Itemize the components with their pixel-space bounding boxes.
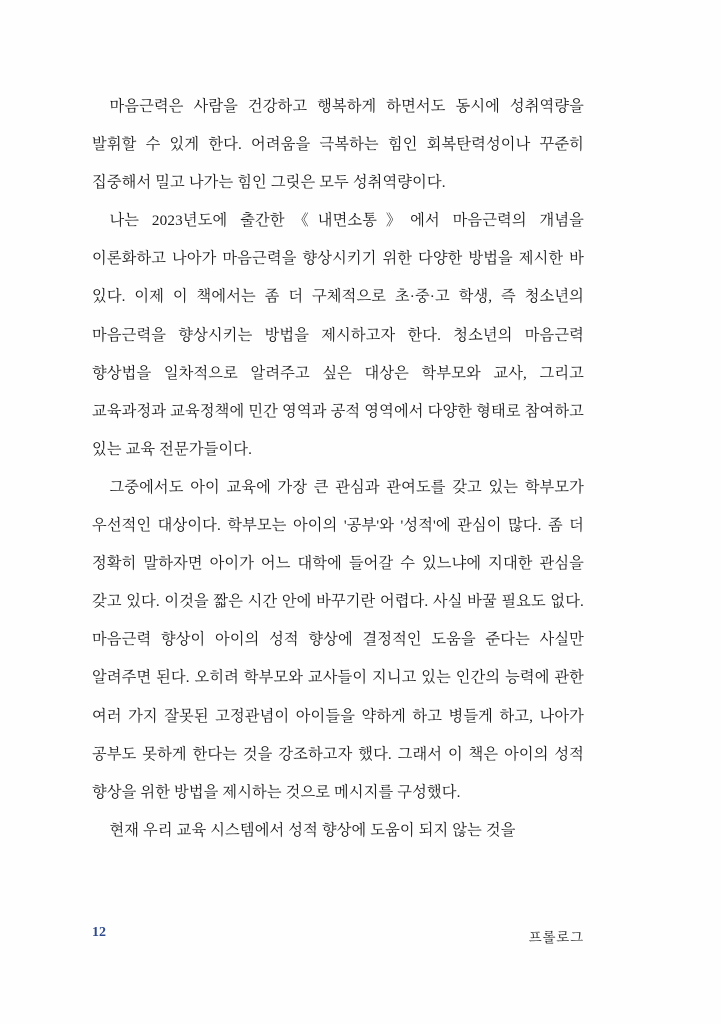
running-head: 프롤로그	[528, 930, 584, 945]
paragraph: 마음근력은 사람을 건강하고 행복하게 하면서도 동시에 성취역량을 발휘할 수 있게 한다. 어려움을 극복하는 힘인 회복탄력성이나 꾸준히 집중해서 밀고 나가는 힘인 그릿은 모두 성취역량이다.	[92, 98, 584, 192]
paragraph: 나는 2023년도에 출간한《내면소통》에서 마음근력의 개념을 이론화하고 나아가 마음근력을 향상시키기 위한 다양한 방법을 제시한 바 있다. 이제 이 책에서는 좀 더 구체적으로 초·중·고 학생, 즉 청소년의 마음근력을 향상시키는 방법을 제시하고자 한다. 청소년의 마음근력 향상법을 일차적으로 알려주고 싶은 대상은 학부모와 교사, 그리고 교육과정과 교육정책에 민간 영역과 공적 영역에서 다양한 형태로 참여하고 있는 교육 전문가들이다.	[92, 212, 584, 458]
page-number: 12	[92, 925, 106, 940]
body-text-column	[92, 88, 584, 850]
page-footer	[92, 925, 584, 949]
paragraph: 그중에서도 아이 교육에 가장 큰 관심과 관여도를 갖고 있는 학부모가 우선적인 대상이다. 학부모는 아이의 '공부'와 '성적'에 관심이 많다. 좀 더 정확히 말하자면 아이가 어느 대학에 들어갈 수 있느냐에 지대한 관심을 갖고 있다. 이것을 짧은 시간 안에 바꾸기란 어렵다. 사실 바꿀 필요도 없다. 마음근력 향상이 아이의 성적 향상에 결정적인 도움을 준다는 사실만 알려주면 된다. 오히려 학부모와 교사들이 지니고 있는 인간의 능력에 관한 여러 가지 잘못된 고정관념이 아이들을 약하게 하고 병들게 하고, 나아가 공부도 못하게 한다는 것을 강조하고자 했다. 그래서 이 책은 아이의 성적 향상을 위한 방법을 제시하는 것으로 메시지를 구성했다.	[92, 478, 584, 801]
paragraph: 현재 우리 교육 시스템에서 성적 향상에 도움이 되지 않는 것을	[109, 821, 516, 839]
